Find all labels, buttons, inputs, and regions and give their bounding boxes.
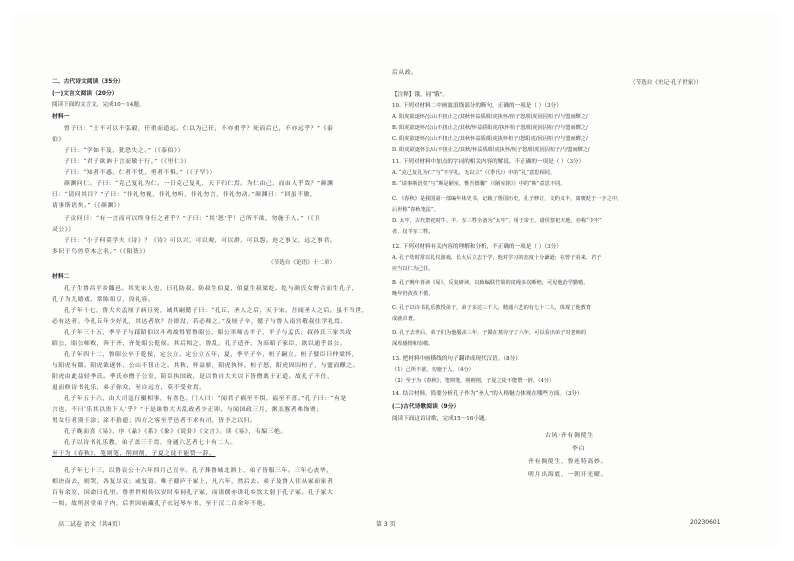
option-c-cont: 成就卓著。 bbox=[392, 316, 418, 322]
option-d: D. 太牢，古代祭祀时牛、羊、豕三牲全备为“太牢”，用于帝王、诸侯祭祀天地，亦称“少牢” bbox=[392, 218, 602, 224]
instruction: 阅读下面的文言文，完成10～14题。 bbox=[52, 102, 145, 108]
material-1-source: （节选自《论语》十二章） bbox=[268, 260, 336, 266]
option-c-cont: 后世称“春秋笔法”。 bbox=[392, 207, 439, 213]
exam-code: 20230601 bbox=[690, 519, 721, 526]
option-c: C. 孔子以诗书礼乐教授弟子，弟子多达三千人，精通六艺的有七十二人，体现了他教育 bbox=[392, 305, 592, 311]
poem-line: 明月出海底，一朝开光曜。 bbox=[528, 472, 608, 478]
option-b: B. “请事斯语矣”与“斯是陋室，惟吾德馨”（《陋室铭》）中的“斯”意思不同。 bbox=[392, 181, 566, 187]
text-line: 退而修诗书礼乐，弟子弥众，至自远方，莫不受业焉。 bbox=[52, 385, 206, 391]
material-2-label: 材料二 bbox=[52, 274, 70, 280]
option-d-cont: 深厚感情和崇敬。 bbox=[392, 341, 434, 347]
text-line: 昭公，昭公师败，奔于齐，齐处昭公乾侯。其后顷之，鲁乱。孔子适齐，为高昭子家臣，欲以通乎景公。 bbox=[52, 341, 347, 347]
poem-title: 古风·齐有倜傥生 bbox=[545, 433, 594, 439]
text-line: 孔子晚而喜《易》，序《彖》《系》《象》《说卦》《文言》。读《易》，韦编三绝。 bbox=[64, 429, 287, 435]
option-d: D. 孔子去世后，弟子们为他服丧三年，子赣在墓旁守了六年，可以看出弟子对老师的 bbox=[392, 330, 587, 336]
option-c: C. 阳虎欲逐怀/公山不狃止之/其秋怀益骄/阳虎执怀桓子/怒阳虎/因囚桓子/与盟而醳之/ bbox=[392, 136, 588, 142]
poem-line: 齐有倜傥生，鲁连特高妙。 bbox=[528, 459, 608, 465]
text-line: 子曰：“学如不及，犹恐失之。”（《泰伯》） bbox=[64, 148, 184, 154]
text-line: 孔子生鲁昌平乡陬邑。其先宋人也，曰孔防叔。防叔生伯夏，伯夏生叔梁纥。纥与颜氏女野合而生孔子， bbox=[64, 286, 359, 292]
annotation-note: 【注释】饿，同“饿”。 bbox=[392, 92, 449, 98]
subsection-title: (二)古代诗歌阅读（9分） bbox=[392, 404, 460, 410]
text-line: 百有余室，因命曰孔里。鲁世世相传以岁时奉祠孔子冢，而诸儒亦讲礼乡饮大射于孔子冢。孔子冢大 bbox=[52, 490, 334, 496]
text-line: 孔子年四十二，鲁昭公卒于乾侯，定公立。定公立五年，夏，季平子卒，桓子嗣立。桓子嬖臣曰仲梁怀， bbox=[64, 352, 359, 358]
option-b: B. 阳虎欲逐怀/公山不狃止之/其秋/怀益骄阳虎/执怀桓子怒/阳虎因囚桓子/与盟而醳之/ bbox=[392, 125, 588, 131]
text-line: 颜渊问仁。子曰：“克己复礼为仁。一日克己复礼，天下归仁焉。为仁由己，而由人乎哉？”颜渊 bbox=[64, 181, 334, 187]
text-line: 一顷。故所居堂弟子内，后世因庙藏孔子衣冠琴车书，至于汉二百余年不绝。 bbox=[52, 501, 270, 507]
option-a: A. 孔子幼时常以礼仪游戏，长大后立志于学，他对学习的态度十分谦逊；在曾子看来，君子 bbox=[392, 255, 602, 261]
text-line: 子曰：“君子欲讷于言而敏于行。”（《里仁》） bbox=[64, 159, 191, 165]
option-a: A. “克己复礼为仁”与“不学礼，无以立”（《季氏》）中的“礼”意思相同。 bbox=[392, 170, 556, 176]
option-a-cont: 应当以仁为己任。 bbox=[392, 266, 434, 272]
question-12: 12. 下列对材料有关内容的理解和分析，不正确的一项是（ ）（3分） bbox=[392, 244, 562, 250]
question-13-item: （1）己所不欲，勿施于人。（4分） bbox=[392, 367, 474, 373]
text-line: 阳虎由此益轻季氏。季氏亦僭于公室，陪臣执国政，是以鲁自大夫以下皆僭离于正道。故孔子不仕， bbox=[52, 374, 334, 380]
option-c: C. 《春秋》是我国第一部编年体史书，记载了鲁国历史，孔子修订，文约义丰，寓褒贬于一字之中， bbox=[392, 196, 623, 202]
text-line: 子曰：“知者不惑，仁者不忧，勇者不惧。”（《子罕》） bbox=[64, 170, 216, 176]
text-line: 请事斯语矣。”（《颜渊》） bbox=[52, 203, 124, 209]
text-line: 孔子年七十三，以鲁哀公十六年四月己丑卒。孔子葬鲁城北泗上，弟子皆服三年。三年心丧毕， bbox=[64, 468, 333, 474]
question-13-item: （2）至于为《春秋》，笔则笔，削则削，子夏之徒不能赞一辞。（4分） bbox=[392, 378, 555, 384]
text-line: 孔子年五十六，由大司寇行摄相事，有喜色。门人曰：“闻君子祸至不惧，福至不喜。”孔子曰：“有是 bbox=[64, 396, 347, 402]
option-b-cont: 晚年仍孜孜不倦。 bbox=[392, 291, 434, 297]
instruction: 阅读下面这首诗歌，完成15～16小题。 bbox=[392, 416, 491, 422]
option-b: B. 孔子晚年喜读《易》，反复研读，以致编联竹简的皮绳多次断绝，可见他治学勤勉， bbox=[392, 280, 589, 286]
text-line: 孔子为儿嬉戏，常陈俎豆，设礼容。 bbox=[52, 297, 155, 303]
text-line: 伯》 bbox=[52, 137, 65, 143]
material-1-label: 材料一 bbox=[52, 114, 70, 120]
text-line: 灵公》） bbox=[52, 227, 75, 233]
text-line: 曾子曰：“士不可以不弘毅，任重而道远。仁以为己任，不亦重乎？死而后已，不亦远乎？”《泰 bbox=[64, 126, 334, 132]
text-line: 孔子以诗书礼乐教，弟子盖三千焉，身通六艺者七十有二人。 bbox=[64, 440, 237, 446]
section-title: 二、古代诗文阅读（35分） bbox=[52, 79, 124, 85]
page-number: 第 3 页 bbox=[376, 521, 396, 528]
poem-author: 李白 bbox=[572, 446, 586, 452]
text-line: 男女行者别于涂；涂不拾遗；四方之客至乎邑者不求有司，皆予之以归。 bbox=[52, 418, 257, 424]
text-line: 孔子年三十五，季平子与郈昭伯以斗鸡故得罪鲁昭公，昭公率师击平子，平子与孟氏、叔孙氏三家共攻 bbox=[64, 330, 352, 336]
text-line: 后从政。 bbox=[392, 70, 418, 76]
question-13: 13. 把材料中画横线的句子翻译成现代汉语。（8分） bbox=[392, 356, 521, 362]
text-line: 曰：“请问其目？”子曰：“非礼勿视，非礼勿听，非礼勿言，非礼勿动。”颜渊曰：“回虽不敏， bbox=[52, 192, 317, 198]
text-line: 言也。不曰‘乐其以贵下人’乎？”于是诛鲁大夫乱政者少正卯。与闻国政三月，粥羔豚者弗饰贾； bbox=[52, 407, 323, 413]
underlined-sentence: 至于为《春秋》，笔则笔，削则削，子夏之徒不能赞一辞。 bbox=[52, 451, 216, 457]
option-d: D. 阳虎欲逐怀公/山不狃止之/其秋/怀益骄/阳虎执怀/桓子怒/阳虎因囚桓子/与盟而醳之/ bbox=[392, 147, 590, 153]
text-line: 相诀而去，则哭，各复尽哀；或复留。唯子赣庐于冢上，凡六年，然后去。弟子及鲁人往从冢而家者 bbox=[52, 479, 334, 485]
question-11: 11. 下列对材料中加点的字词的相关内容的解说，不正确的一项是（ ）（3分） bbox=[392, 159, 585, 165]
text-line: 与阳虎有隙。阳虎欲逐怀，公山不狃止之。其秋，怀益骄，阳虎执怀。桓子怒，阳虎因囚桓子，与盟而醳之。 bbox=[52, 363, 360, 369]
option-d-cont: 者，仅羊豕二牲。 bbox=[392, 229, 434, 235]
subsection-title: (一)文言文阅读（20分） bbox=[52, 91, 118, 97]
text-line: 必有达者。今孔丘年少好礼，其达者欤？吾即没，若必师之。”及厘子卒，懿子与鲁人南宫敬叔往学礼焉。 bbox=[52, 319, 347, 325]
text-line: 多识于鸟兽草木之名。”（《阳货》） bbox=[52, 249, 150, 255]
question-14: 14. 结合材料，简要分析孔子作为“圣人”的人格魅力体现在哪些方面。（3分） bbox=[392, 391, 583, 397]
text-line: 子贡问曰：“有一言而可以终身行之者乎？”子曰：“其‘恕’乎！己所不欲，勿施于人。”（《卫 bbox=[64, 216, 321, 222]
material-2-source: （节选自《史记·孔子世家》） bbox=[630, 80, 702, 86]
footer-left: 高二试卷 语文（共4页） bbox=[58, 521, 124, 528]
text-line: 孔子年十七，鲁大夫孟厘子病且死，诫其嗣懿子曰：“孔丘，圣人之后，灭于宋。吾闻圣人之后，虽不当世， bbox=[64, 308, 369, 314]
option-a: A. 阳虎欲逐怀/公山不狃止之/其秋怀益骄/阳虎执怀/桓子怒/阳虎因囚桓子/与盟而醳之/ bbox=[392, 114, 588, 120]
text-line: 子曰：“小子何莫学夫《诗》？《诗》可以兴，可以观，可以群，可以怨。迩之事父，远之事君。 bbox=[64, 238, 337, 244]
question-10: 10. 下列对材料二中画波浪线部分的断句，正确的一项是（ ）（3分） bbox=[392, 103, 562, 109]
